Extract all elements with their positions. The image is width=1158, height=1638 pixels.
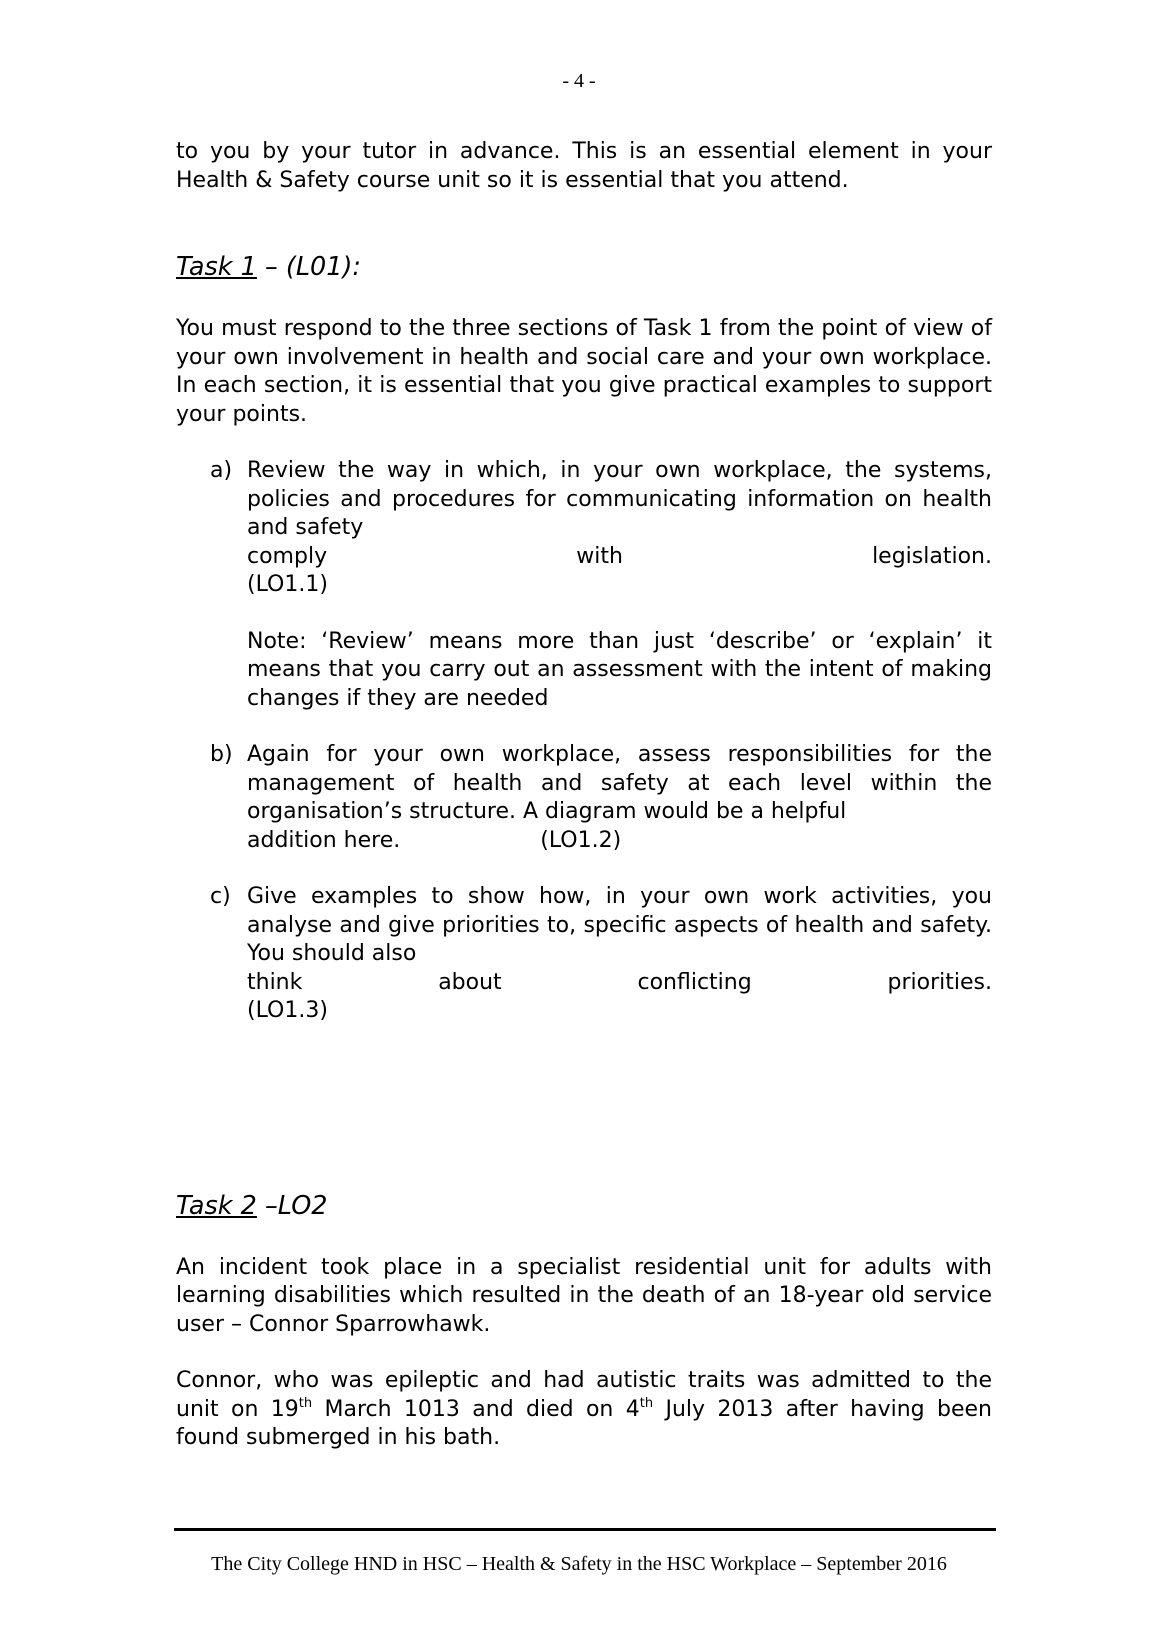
item-ref: (LO1.1)	[247, 572, 328, 597]
ordinal-suffix: th	[298, 1395, 313, 1411]
task2-paragraph-2	[176, 1367, 992, 1453]
para-text: March 1013 and died on 4	[312, 1396, 640, 1422]
item-text: Review the way in which, in your own workplace, the systems, policies and procedures for communicating information on health and safety	[247, 458, 992, 540]
task1-heading-title: Task 1	[176, 252, 257, 282]
task1-item-b	[176, 741, 992, 855]
document-body	[176, 138, 992, 1453]
item-label: a)	[210, 458, 233, 483]
item-ref: (LO1.3)	[247, 998, 328, 1023]
item-text: Again for your own workplace, assess responsibilities for the management of health and safety at each level within the organisation’s structure. A diagram would be a helpful	[247, 742, 992, 824]
item-last-text: addition here.	[247, 827, 401, 853]
task2-heading-ref: –LO2	[256, 1190, 328, 1221]
item-note: Note: ‘Review’ means more than just ‘describe’ or ‘explain’ it means that you carry out an assessment with the intent of making changes if they are needed	[247, 628, 992, 711]
task2-heading	[176, 1191, 992, 1221]
task1-heading-ref: – (L01):	[256, 252, 362, 282]
item-text: Give examples to show how, in your own work activities, you analyse and give priorities to, specific aspects of health and safety. You should also	[247, 884, 992, 966]
task1-heading	[176, 252, 992, 282]
item-last-line	[247, 827, 992, 856]
task1-paragraph: You must respond to the three sections of Task 1 from the point of view of your own involvement in health and social care and your own workplace. In each section, it is essential that you give practical examples to support your points.	[176, 316, 992, 427]
item-ref: (LO1.2)	[540, 827, 622, 853]
intro-paragraph: to you by your tutor in advance. This is an essential element in your Health & Safety course unit so it is essential that you attend.	[176, 139, 992, 193]
task2-paragraph-1: An incident took place in a specialist residential unit for adults with learning disabilities which resulted in the death of an 18-year old service user – Connor Sparrowhawk.	[176, 1254, 992, 1337]
footer-divider	[174, 1528, 996, 1531]
item-spread-line: think about conflicting priorities.	[247, 969, 992, 995]
page-footer: The City College HND in HSC – Health & Safety in the HSC Workplace – September 2016	[211, 1553, 947, 1575]
task1-item-c	[176, 883, 992, 1026]
page-number: - 4 -	[562, 70, 596, 92]
para-text: July 2013 after having been found submerged in his bath.	[176, 1396, 992, 1450]
item-label: b)	[210, 742, 233, 767]
item-label: c)	[210, 884, 231, 909]
task1-item-a	[176, 457, 992, 713]
para-text: Connor, who was epileptic and had autistic traits was admitted to the unit on 19	[176, 1368, 992, 1422]
item-spread-line: comply with legislation.	[247, 543, 992, 569]
ordinal-suffix: th	[639, 1395, 654, 1411]
task2-heading-title: Task 2	[176, 1190, 257, 1221]
